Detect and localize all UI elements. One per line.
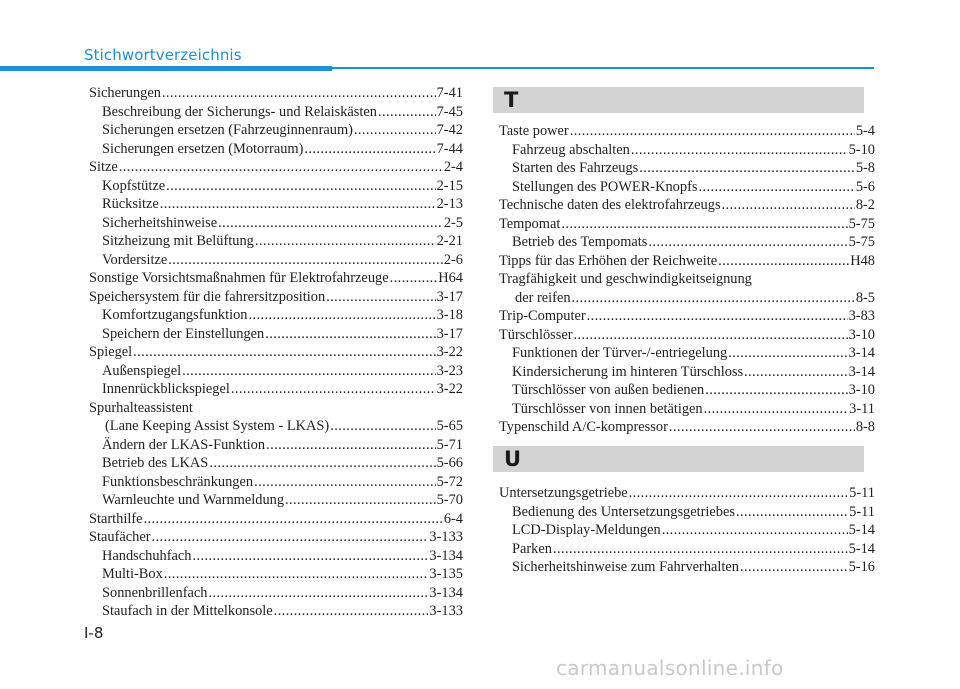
index-entry-term: Handschuhfach — [102, 547, 192, 564]
dot-leader — [304, 140, 435, 159]
index-entry-term: Speichern der Einstellungen — [102, 325, 265, 342]
index-entry — [89, 140, 463, 159]
dot-leader — [166, 177, 435, 196]
index-entry-term: Betrieb des Tempomats — [512, 234, 648, 250]
dot-leader — [718, 252, 849, 271]
index-entry-page: 7-41 — [436, 85, 463, 101]
dot-leader — [255, 232, 436, 251]
index-entry-term: Funktionen der Türver-/-entriegelung — [512, 345, 728, 361]
index-entry-page: 2-6 — [443, 251, 463, 268]
index-entry-page: 2-21 — [436, 233, 463, 249]
index-entry-page: 3-134 — [429, 547, 463, 564]
index-entry — [499, 521, 875, 540]
index-entry-page: 7-44 — [436, 140, 463, 157]
dot-leader — [326, 288, 435, 307]
index-entry-term: Sitze — [89, 159, 118, 175]
index-entry-term: Staufächer — [89, 529, 151, 545]
index-entry — [499, 196, 875, 215]
index-entry-term: Starten des Fahrzeugs — [512, 160, 639, 176]
dot-leader — [570, 122, 855, 141]
dot-leader — [231, 380, 436, 399]
index-entry — [89, 232, 463, 251]
index-entry-page: 5-16 — [848, 559, 875, 575]
dot-leader — [744, 363, 847, 382]
index-entry-page: 3-14 — [848, 345, 875, 361]
index-entry-page: 8-5 — [855, 289, 875, 306]
index-entry — [89, 269, 463, 288]
index-entry-term: Parken — [512, 540, 552, 557]
index-entry-page: 5-70 — [436, 492, 463, 508]
index-entry-page: 7-45 — [436, 103, 463, 120]
dot-leader — [662, 521, 848, 540]
index-entry-term: Speichersystem für die fahrersitzposition — [89, 288, 326, 305]
index-entry-term: Funktionsbeschränkungen — [102, 473, 254, 490]
index-column-left — [89, 84, 463, 621]
index-entry-page: H64 — [438, 270, 463, 286]
index-entry-page: 5-72 — [436, 473, 463, 490]
index-entry-page: 8-2 — [855, 197, 875, 213]
index-entry — [499, 270, 875, 289]
index-entry — [89, 343, 463, 362]
index-entry-page: 5-66 — [436, 455, 463, 471]
index-entry-term: Außenspiegel — [102, 362, 182, 379]
index-entry-page: 3-23 — [436, 362, 463, 379]
index-column-t — [499, 122, 875, 437]
header-rule-thin — [332, 67, 874, 69]
index-column-u — [499, 484, 875, 577]
index-entry-term: Vordersitze — [102, 251, 168, 268]
index-entry-page: 5-75 — [848, 215, 875, 232]
index-entry-page: 2-13 — [436, 196, 463, 212]
index-entry-term: Sicherungen — [89, 85, 161, 101]
index-entry-term: Kopfstütze — [102, 177, 166, 194]
index-entry-page: 2-5 — [443, 214, 463, 231]
index-entry-term: Türschlösser von innen betätigen — [512, 400, 703, 417]
index-entry — [89, 288, 463, 307]
index-entry — [89, 584, 463, 603]
index-entry — [89, 399, 463, 418]
index-entry-term: Ändern der LKAS-Funktion — [102, 436, 266, 453]
index-entry-page: 5-75 — [848, 234, 875, 250]
dot-leader — [218, 214, 443, 233]
index-entry — [499, 141, 875, 160]
index-entry-page: 3-135 — [429, 566, 463, 582]
page-number: I-8 — [84, 624, 104, 642]
index-entry-page: 5-8 — [855, 160, 875, 176]
dot-leader — [722, 196, 855, 215]
index-entry — [89, 454, 463, 473]
index-entry-page: 3-14 — [848, 363, 875, 380]
index-entry — [499, 159, 875, 178]
index-entry-page: 3-133 — [429, 603, 463, 619]
index-entry — [499, 344, 875, 363]
index-entry — [89, 473, 463, 492]
letter-heading-t — [493, 87, 864, 113]
dot-leader — [164, 565, 429, 584]
section-header-title: Stichwortverzeichnis — [84, 46, 242, 64]
index-entry-term: Warnleuchte und Warnmeldung — [102, 492, 285, 508]
dot-leader — [736, 503, 848, 522]
index-entry-term: Staufach in der Mittelkonsole — [102, 603, 273, 619]
index-entry — [89, 417, 463, 436]
dot-leader — [705, 381, 847, 400]
index-entry-term: Trip-Computer — [499, 308, 586, 324]
dot-leader — [740, 558, 848, 577]
index-entry — [89, 528, 463, 547]
index-entry — [499, 307, 875, 326]
index-entry — [89, 158, 463, 177]
dot-leader — [160, 195, 436, 214]
index-entry — [499, 233, 875, 252]
index-entry-term: Bedienung des Untersetzungsgetriebes — [512, 503, 735, 520]
index-entry — [89, 84, 463, 103]
index-entry-term: Sicherungen ersetzen (Motorraum) — [102, 140, 304, 157]
index-entry-term: Typenschild A/C-kompressor — [499, 419, 668, 435]
index-entry-term: Spiegel — [89, 344, 133, 360]
index-entry — [499, 252, 875, 271]
dot-leader — [572, 289, 855, 308]
dot-leader — [168, 251, 443, 270]
dot-leader — [574, 326, 848, 345]
dot-leader — [144, 510, 443, 529]
dot-leader — [587, 307, 848, 326]
dot-leader — [704, 400, 849, 419]
index-entry-term: Tragfähigkeit und geschwindigkeitseignung — [499, 271, 752, 287]
index-entry-page: 5-10 — [848, 141, 875, 158]
index-entry-page: 3-10 — [848, 382, 875, 398]
dot-leader — [209, 454, 435, 473]
index-entry-term: Untersetzungsgetriebe — [499, 485, 628, 501]
index-entry-page: 3-17 — [436, 288, 463, 305]
letter-heading-u-label: U — [504, 447, 522, 471]
index-entry — [89, 306, 463, 325]
index-entry — [89, 177, 463, 196]
dot-leader — [133, 343, 435, 362]
dot-leader — [330, 417, 435, 436]
index-entry — [499, 122, 875, 141]
index-entry — [89, 510, 463, 529]
index-entry-page: 3-133 — [429, 529, 463, 545]
index-entry — [499, 215, 875, 234]
index-entry — [89, 362, 463, 381]
index-entry-term: Multi-Box — [102, 566, 163, 582]
dot-leader — [265, 325, 435, 344]
dot-leader — [266, 436, 436, 455]
index-entry-term: Türschlösser von außen bedienen — [512, 382, 705, 398]
index-entry-page: 5-65 — [436, 418, 463, 434]
dot-leader — [248, 306, 435, 325]
letter-heading-t-label: T — [504, 88, 519, 112]
index-entry — [89, 251, 463, 270]
index-entry-term: Fahrzeug abschalten — [512, 141, 630, 158]
index-entry-term: Rücksitze — [102, 196, 159, 212]
index-entry-term: Sicherheitshinweise zum Fahrverhalten — [512, 559, 739, 575]
index-entry-term: Kindersicherung im hinteren Türschloss — [512, 363, 744, 380]
index-entry-term: (Lane Keeping Assist System - LKAS) — [105, 418, 330, 434]
index-entry-term: Betrieb des LKAS — [102, 455, 209, 471]
dot-leader — [669, 418, 855, 437]
dot-leader — [728, 344, 847, 363]
index-entry-page: 3-83 — [848, 308, 875, 324]
index-entry-page: 5-4 — [855, 123, 875, 139]
index-entry-term: Taste power — [499, 123, 569, 139]
index-entry — [89, 547, 463, 566]
index-entry — [89, 491, 463, 510]
index-entry — [89, 602, 463, 621]
index-entry — [499, 381, 875, 400]
index-entry-term: Technische daten des elektrofahrzeugs — [499, 197, 721, 213]
dot-leader — [254, 473, 436, 492]
index-entry-page: 5-11 — [849, 503, 875, 520]
index-entry-term: Sonnenbrillenfach — [102, 584, 208, 601]
dot-leader — [209, 584, 429, 603]
index-entry — [499, 540, 875, 559]
dot-leader — [553, 540, 848, 559]
index-entry-page: 7-42 — [436, 122, 463, 138]
index-entry-page: 8-8 — [855, 419, 875, 435]
dot-leader — [354, 121, 436, 140]
index-entry-page: 5-11 — [849, 485, 875, 501]
index-entry — [499, 418, 875, 437]
index-entry-term: Sicherungen ersetzen (Fahrzeuginnenraum) — [102, 122, 353, 138]
index-entry — [499, 363, 875, 382]
dot-leader — [182, 362, 435, 381]
index-entry — [499, 400, 875, 419]
index-entry-term: Sicherheitshinweise — [102, 214, 218, 231]
index-entry-page: 5-14 — [848, 522, 875, 538]
index-entry-term: Türschlösser — [499, 326, 573, 343]
index-entry — [89, 565, 463, 584]
index-entry-page: 6-4 — [443, 510, 463, 527]
index-entry-page: 3-22 — [436, 344, 463, 360]
index-entry-page: 2-4 — [443, 159, 463, 175]
index-entry — [499, 289, 875, 308]
index-entry-term: Starthilfe — [89, 510, 143, 527]
index-entry-page: 3-22 — [436, 381, 463, 397]
index-entry-term: LCD-Display-Meldungen — [512, 522, 661, 538]
index-entry-page: 5-71 — [436, 436, 463, 453]
index-entry-term: Sonstige Vorsichtsmaßnahmen für Elektrofahrzeuge — [89, 270, 389, 286]
dot-leader — [390, 269, 438, 288]
dot-leader — [119, 158, 443, 177]
dot-leader — [629, 484, 848, 503]
index-entry-page: 3-10 — [848, 326, 875, 343]
index-entry-term: Sitzheizung mit Belüftung — [102, 233, 254, 249]
dot-leader — [639, 159, 855, 178]
index-entry — [89, 325, 463, 344]
index-entry — [499, 484, 875, 503]
index-entry — [89, 214, 463, 233]
index-entry-page: H48 — [850, 252, 875, 269]
index-entry-page: 3-134 — [429, 584, 463, 601]
index-entry-page: 2-15 — [436, 177, 463, 194]
letter-heading-u — [493, 446, 864, 472]
watermark-text: carmanualsonline.info — [556, 656, 784, 680]
dot-leader — [274, 602, 429, 621]
dot-leader — [162, 84, 436, 103]
dot-leader — [648, 233, 847, 252]
index-entry-term: Stellungen des POWER-Knopfs — [512, 178, 698, 195]
index-entry-page: 3-11 — [849, 400, 875, 417]
index-entry-term: Spurhalteassistent — [89, 399, 193, 416]
dot-leader — [152, 528, 429, 547]
dot-leader — [561, 215, 847, 234]
dot-leader — [193, 547, 429, 566]
index-entry-page: 5-6 — [855, 178, 875, 195]
index-entry — [89, 103, 463, 122]
index-entry-page: 3-17 — [436, 325, 463, 342]
index-entry-page: 3-18 — [436, 307, 463, 323]
index-entry-term: Beschreibung der Sicherungs- und Relaiskästen — [102, 103, 377, 120]
index-entry-term: Komfortzugangsfunktion — [102, 307, 248, 323]
index-entry-term: der reifen — [515, 289, 571, 306]
index-entry-term: Innenrückblickspiegel — [102, 381, 230, 397]
dot-leader — [378, 103, 436, 122]
index-entry — [499, 178, 875, 197]
index-entry — [499, 503, 875, 522]
index-entry — [89, 436, 463, 455]
index-entry-page: 5-14 — [848, 540, 875, 557]
index-entry-term: Tipps für das Erhöhen der Reichweite — [499, 252, 718, 269]
dot-leader — [698, 178, 854, 197]
index-entry — [499, 558, 875, 577]
index-entry — [499, 326, 875, 345]
dot-leader — [285, 491, 436, 510]
dot-leader — [631, 141, 848, 160]
header-rule-thick — [0, 66, 332, 71]
index-entry — [89, 380, 463, 399]
index-entry-term: Tempomat — [499, 215, 561, 232]
index-entry — [89, 121, 463, 140]
index-entry — [89, 195, 463, 214]
